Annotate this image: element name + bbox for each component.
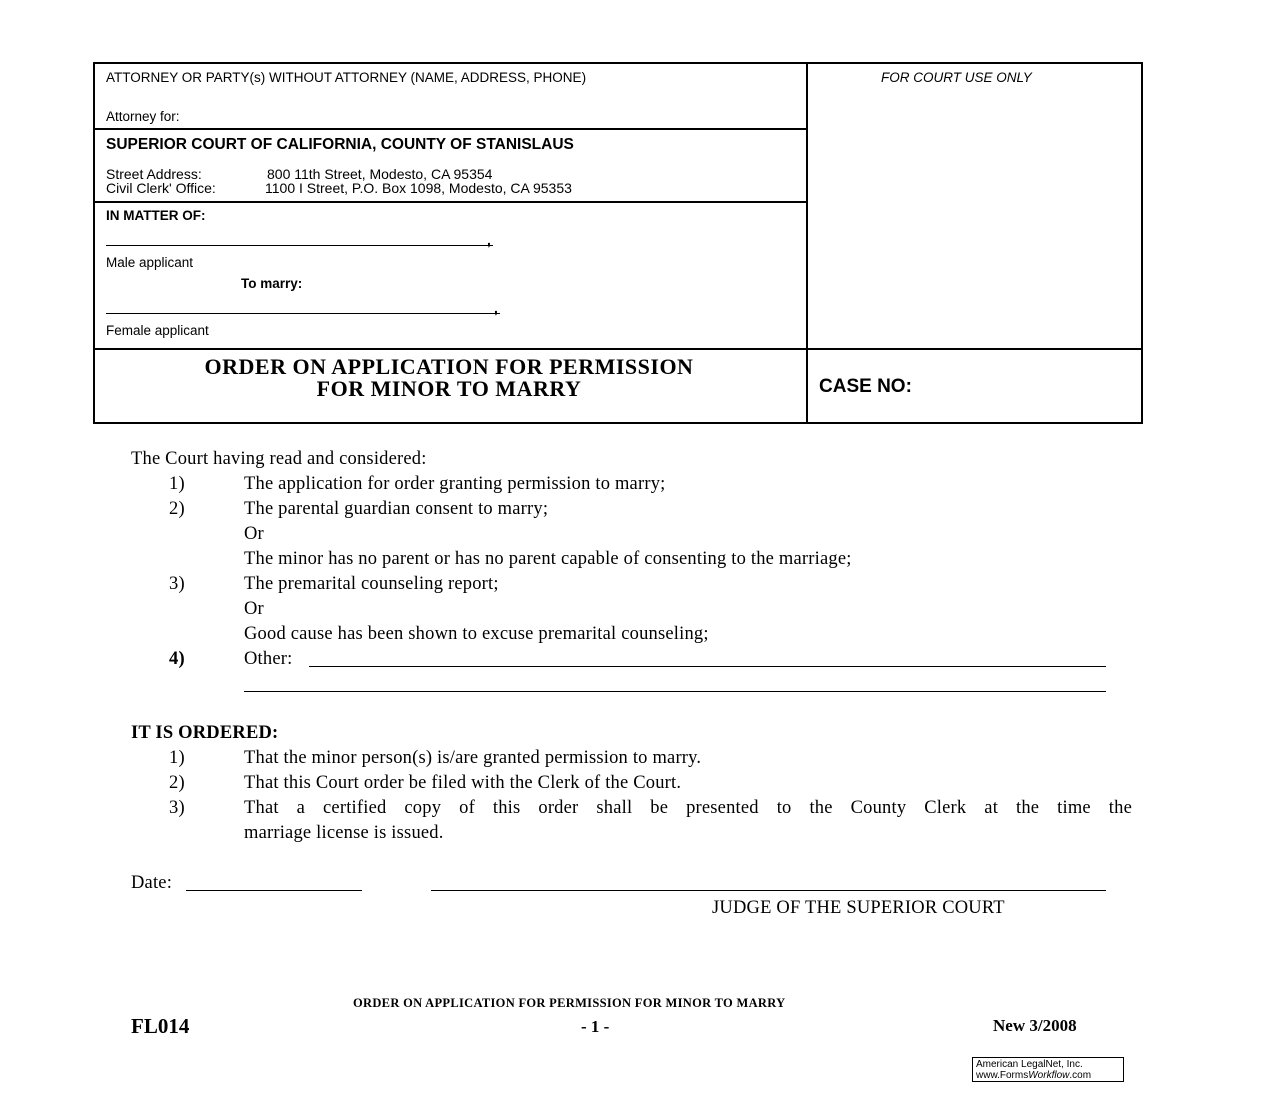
date-field[interactable] bbox=[186, 890, 362, 891]
male-applicant-label: Male applicant bbox=[106, 255, 194, 270]
ordered-heading: IT IS ORDERED: bbox=[131, 723, 279, 743]
footer-title: ORDER ON APPLICATION FOR PERMISSION FOR MINOR TO MARRY bbox=[353, 996, 786, 1010]
judge-signature-line[interactable] bbox=[431, 890, 1106, 891]
ordered-text-2: That this Court order be filed with the Clerk of the Court. bbox=[244, 773, 682, 793]
ordered-text-3: That a certified copy of this order shall be presented to the County Clerk at the time the bbox=[244, 798, 1132, 818]
form-id: FL014 bbox=[131, 1014, 190, 1038]
considered-intro: The Court having read and considered: bbox=[131, 449, 427, 469]
brand-box bbox=[972, 1057, 1124, 1082]
considered-text-2b: The minor has no parent or has no parent capable of consenting to the marriage; bbox=[244, 549, 852, 569]
other-field-line-1[interactable] bbox=[309, 666, 1106, 667]
brand-line-1: American LegalNet, Inc. bbox=[976, 1059, 1083, 1070]
female-applicant-comma: , bbox=[494, 300, 498, 316]
considered-num-1: 1) bbox=[169, 474, 185, 494]
date-label: Date: bbox=[131, 873, 173, 893]
considered-text-3b: Good cause has been shown to excuse premarital counseling; bbox=[244, 624, 709, 644]
considered-text-2: The parental guardian consent to marry; bbox=[244, 499, 549, 519]
male-applicant-field[interactable] bbox=[106, 245, 493, 246]
brand-line-2-pre: www.Forms bbox=[976, 1070, 1029, 1081]
caption-divider-2 bbox=[95, 201, 807, 203]
ordered-num-3: 3) bbox=[169, 798, 185, 818]
caption-divider-vertical bbox=[806, 64, 808, 422]
case-no-label: CASE NO: bbox=[819, 376, 912, 397]
ordered-num-1: 1) bbox=[169, 748, 185, 768]
clerk-office-value: 1100 I Street, P.O. Box 1098, Modesto, CA 95353 bbox=[265, 180, 572, 196]
caption-divider-1 bbox=[95, 128, 807, 130]
matter-label: IN MATTER OF: bbox=[106, 208, 206, 223]
ordered-text-3b: marriage license is issued. bbox=[244, 823, 444, 843]
attorney-label: ATTORNEY OR PARTY(s) WITHOUT ATTORNEY (NAME, ADDRESS, PHONE) bbox=[106, 70, 587, 85]
document-title-line-1: ORDER ON APPLICATION FOR PERMISSION bbox=[204, 354, 694, 379]
female-applicant-field[interactable] bbox=[106, 313, 500, 314]
considered-other-label: Other: bbox=[244, 649, 293, 669]
considered-or-2: Or bbox=[244, 599, 264, 619]
revision-date: New 3/2008 bbox=[993, 1016, 1077, 1035]
brand-line-2-post: .com bbox=[1069, 1070, 1092, 1081]
considered-text-3: The premarital counseling report; bbox=[244, 574, 499, 594]
ordered-num-2: 2) bbox=[169, 773, 185, 793]
to-marry-label: To marry: bbox=[241, 276, 303, 291]
page-number: - 1 - bbox=[581, 1017, 610, 1036]
considered-or-1: Or bbox=[244, 524, 264, 544]
court-name: SUPERIOR COURT OF CALIFORNIA, COUNTY OF STANISLAUS bbox=[106, 136, 574, 153]
brand-line-2 bbox=[976, 1070, 1123, 1081]
street-address-value: 800 11th Street, Modesto, CA 95354 bbox=[267, 166, 493, 182]
considered-num-2: 2) bbox=[169, 499, 185, 519]
attorney-for-label: Attorney for: bbox=[106, 109, 180, 124]
female-applicant-label: Female applicant bbox=[106, 323, 209, 338]
judge-label: JUDGE OF THE SUPERIOR COURT bbox=[712, 898, 1005, 918]
document-title bbox=[95, 356, 803, 400]
clerk-office-label: Civil Clerk' Office: bbox=[106, 180, 216, 196]
male-applicant-comma: , bbox=[487, 232, 491, 248]
considered-num-3: 3) bbox=[169, 574, 185, 594]
considered-num-4: 4) bbox=[169, 649, 185, 669]
document-title-line-2: FOR MINOR TO MARRY bbox=[316, 376, 582, 401]
other-field-line-2[interactable] bbox=[244, 691, 1106, 692]
ordered-text-1: That the minor person(s) is/are granted permission to marry. bbox=[244, 748, 702, 768]
caption-divider-3 bbox=[95, 348, 1141, 350]
considered-text-1: The application for order granting permission to marry; bbox=[244, 474, 666, 494]
street-address-label: Street Address: bbox=[106, 166, 202, 182]
brand-line-2-em: Workflow bbox=[1028, 1070, 1070, 1081]
court-use-label: FOR COURT USE ONLY bbox=[881, 70, 1032, 85]
